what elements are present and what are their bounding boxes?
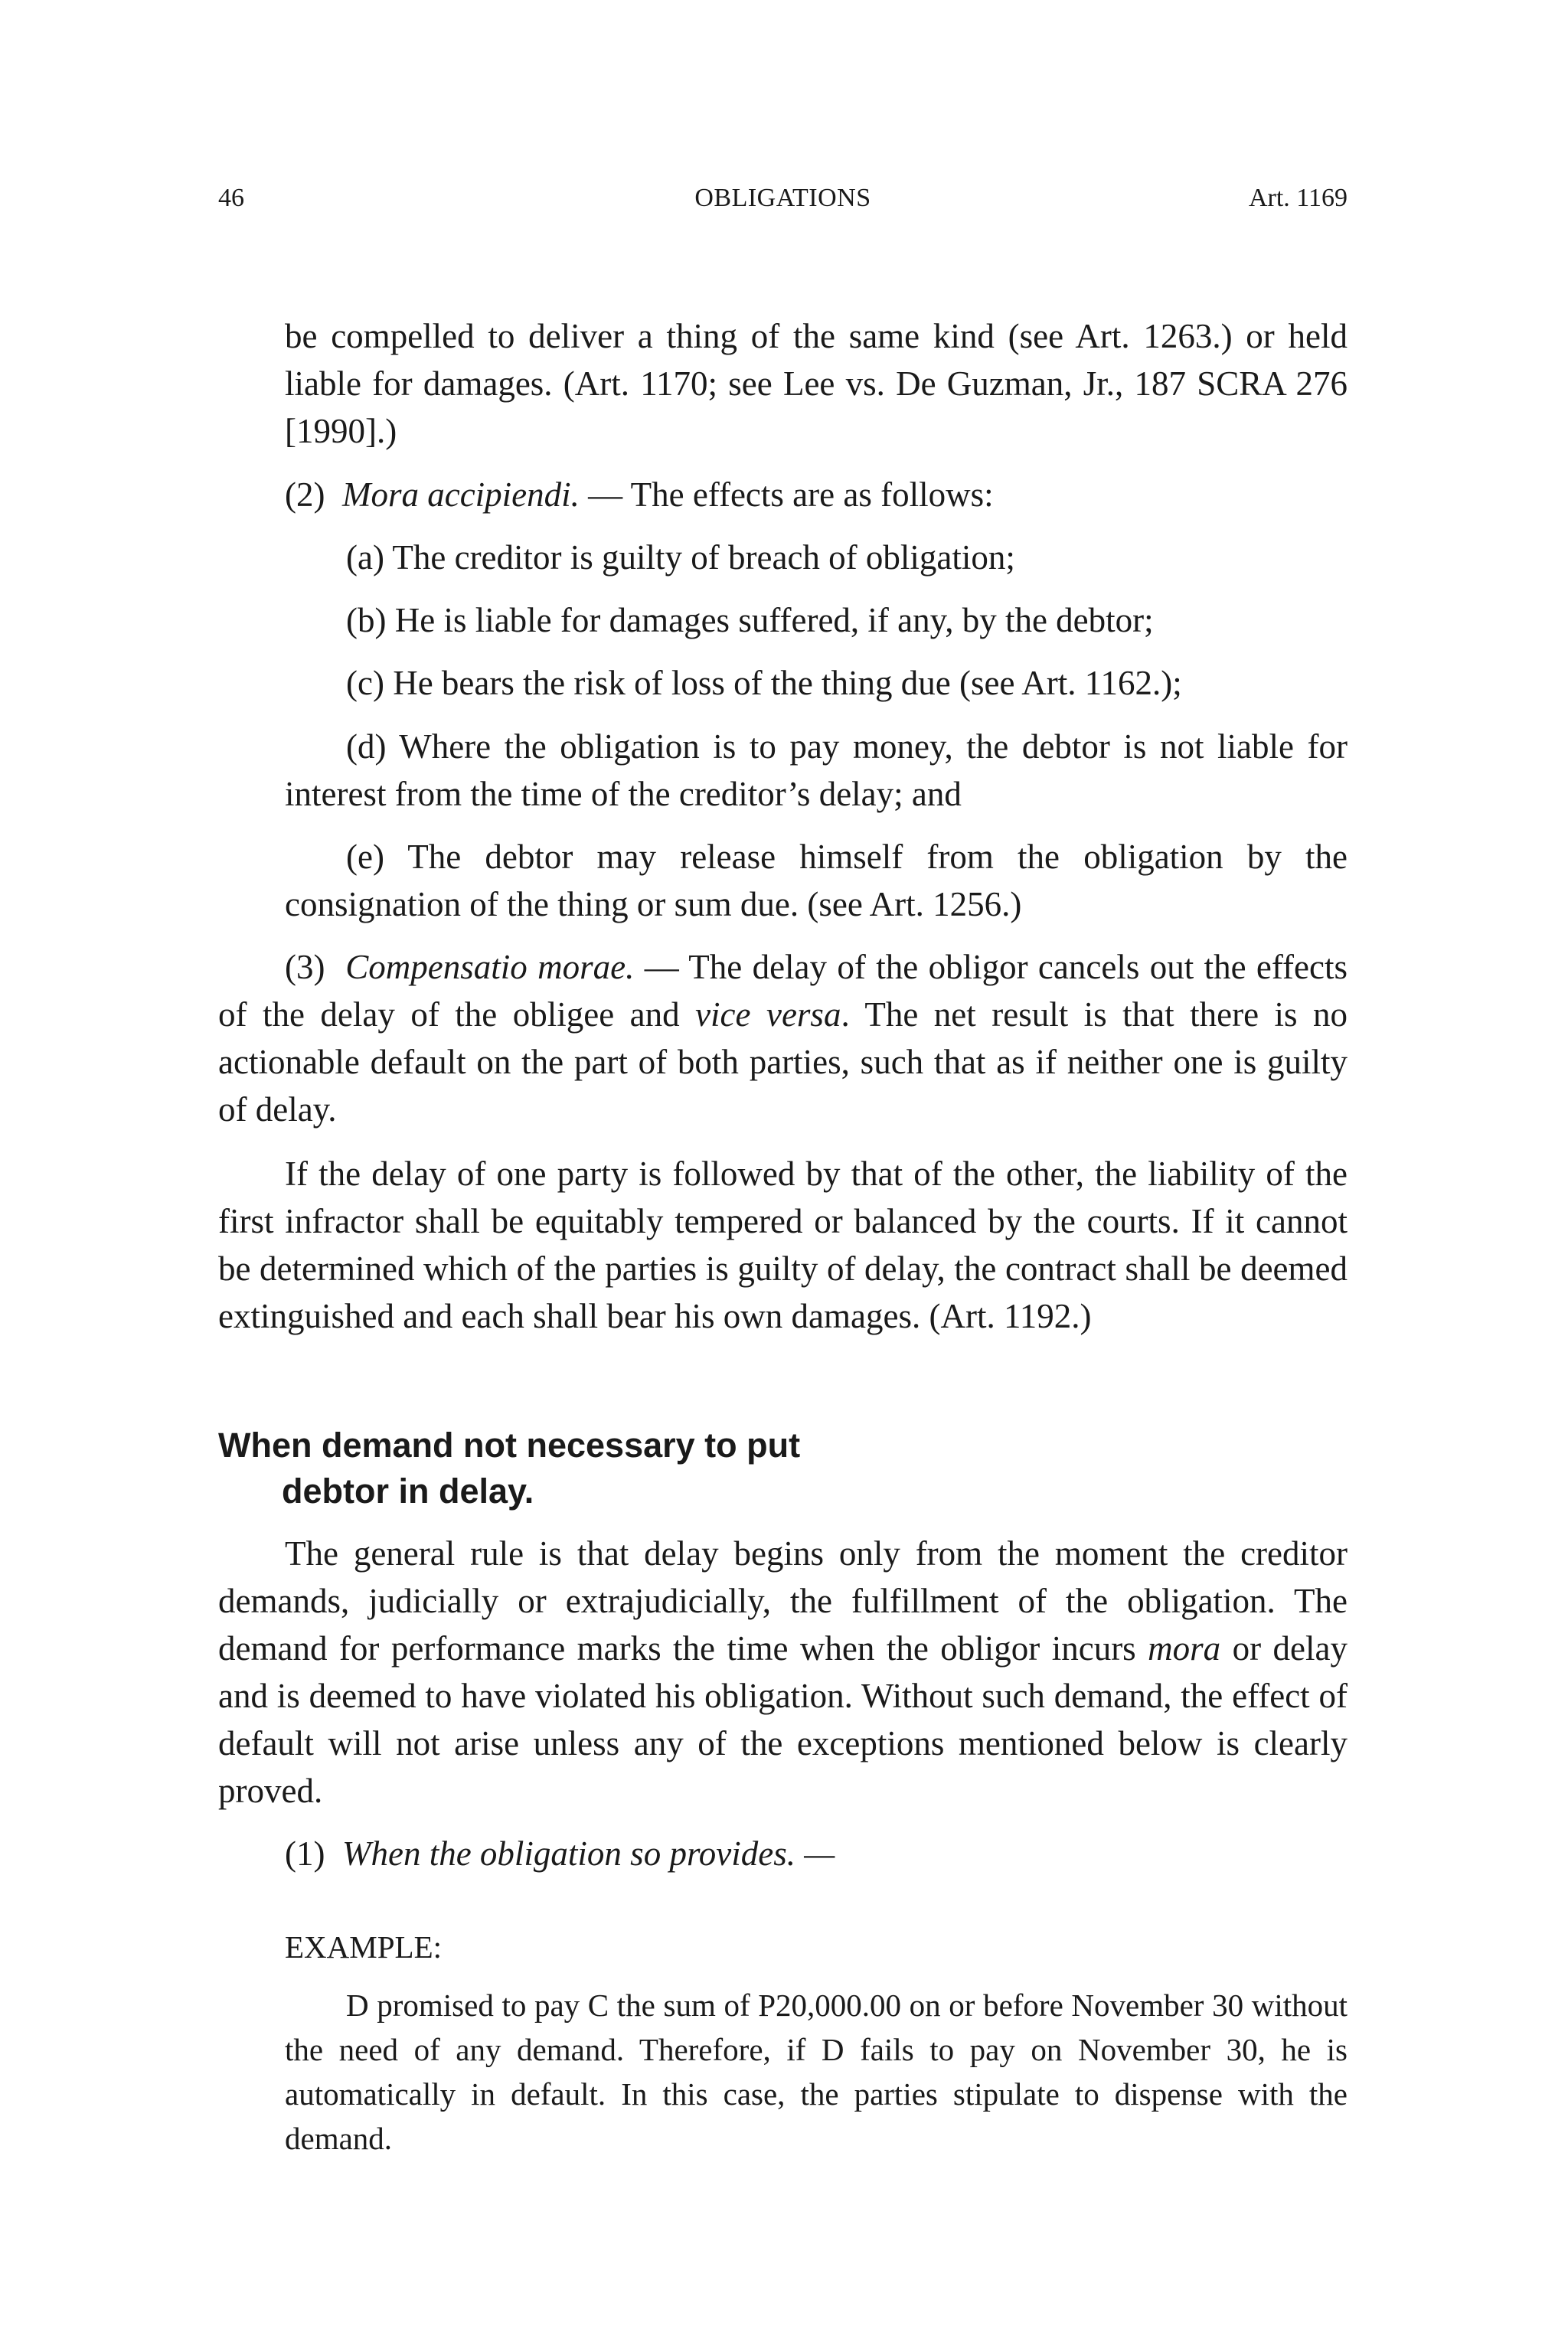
section-heading-line1: When demand not necessary to put [218,1426,801,1465]
paragraph-continuation: be compelled to deliver a thing of the same kind (see Art. 1263.) or held liable for damages. (Art. 1170; see Lee vs. De Guzman, Jr., 187 SCRA 276 [1990].) [285,317,1348,450]
item-mora-accipiendi [285,471,1348,518]
chapter-title: OBLIGATIONS [694,184,871,212]
paragraph-general-rule: The general rule is that delay begins only from the moment the creditor demands, judicially or extrajudicially, the fulfillment of the obligation. The demand for performance marks the time when the obligor incurs mora or delay and is deemed to have violated his obligation. Without such demand, the effect of default will not arise unless any of the exceptions mentioned below is clearly proved. [218,1534,1348,1810]
item-text: — The effects are as follows: [579,475,994,514]
item-term: Compensatio morae. [345,948,635,986]
page-number: 46 [218,184,244,212]
item-term: Mora accipiendi. [341,475,580,514]
section-heading-line2: debtor in delay. [282,1472,534,1511]
example-label: EXAMPLE: [285,1929,442,1965]
running-header [218,184,1348,222]
italic-term: mora [1148,1629,1221,1668]
paragraph-mutual-delay: If the delay of one party is followed by that of the other, the liability of the first infractor shall be equitably tempered or balanced by the courts. If it cannot be determined which of the parties is guilty of delay, the contract shall be deemed extinguished and each shall bear his own damages. (Art. 1192.) [218,1155,1348,1335]
exception-item-1 [285,1830,1348,1877]
example-text: D promised to pay C the sum of P20,000.00 on or before November 30 without the need of any demand. Therefore, if D fails to pay on November 30, he is automatically in default. In this case, the parties stipulate to dispense with the demand. [285,1988,1348,2156]
subitem-d: (d) Where the obligation is to pay money, the debtor is not liable for interest from the time of the creditor’s delay; and [285,727,1348,813]
item-number: (2) [285,475,325,514]
section-heading [218,1423,1348,1514]
item-text: . The net result is that there is no actionable default on the part of both parties, such that as if neither one is guilty of delay. [218,995,1348,1129]
italic-phrase: vice versa [695,995,841,1034]
item-number: (1) [285,1834,325,1873]
subitem-b: (b) He is liable for damages suffered, if any, by the debtor; [346,601,1154,639]
item-number: (3) [285,948,325,986]
item-text: — The delay of the obligor cancels out the effects of the delay of the obligee and [218,948,1348,1034]
article-reference: Art. 1169 [1248,184,1348,212]
subitem-e: (e) The debtor may release himself from the obligation by the consignation of the thing or sum due. (see Art. 1256.) [285,838,1348,923]
item-term: When the obligation so provides. — [341,1834,835,1873]
subitem-c: (c) He bears the risk of loss of the thing due (see Art. 1162.); [346,664,1182,702]
subitem-a: (a) The creditor is guilty of breach of obligation; [346,538,1015,577]
item-compensatio-morae [218,943,1348,1133]
